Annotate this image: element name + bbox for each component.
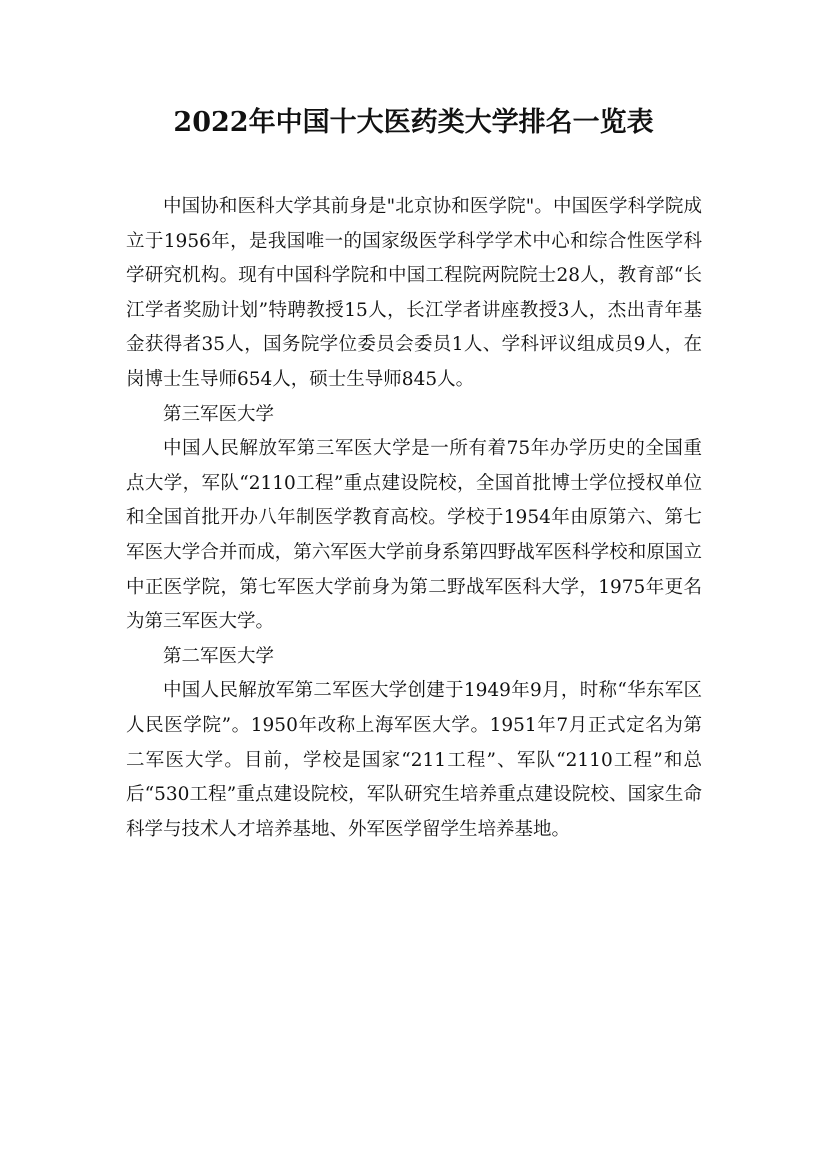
paragraph-peking-union: 中国协和医科大学其前身是"北京协和医学院"。中国医学科学院成立于1956年，是我国唯一的国家级医学科学学术中心和综合性医学科学研究机构。现有中国科学院和中国工程院两院院士28人，教育部“长江学者奖励计划”特聘教授15人，长江学者讲座教授3人，杰出青年基金获得者35人，国务院学位委员会委员1人、学科评议组成员9人，在岗博士生导师654人，硕士生导师845人。 <box>126 196 702 390</box>
paragraph-third-military: 中国人民解放军第三军医大学是一所有着75年办学历史的全国重点大学，军队“2110工程”重点建设院校，全国首批博士学位授权单位和全国首批开办八年制医学教育高校。学校于1954年由原第六、第七军医大学合并而成，第六军医大学前身系第四野战军医科学校和原国立中正医学院，第七军医大学前身为第二野战军医科大学，1975年更名为第三军医大学。 <box>126 438 702 633</box>
paragraph-second-military: 中国人民解放军第二军医大学创建于1949年9月，时称“华东军区人民医学院”。1950年改称上海军医大学。1951年7月正式定名为第二军医大学。目前，学校是国家“211工程”、军队“2110工程”和总后“530工程”重点建设院校，军队研究生培养重点建设院校、国家生命科学与技术人才培养基地、外军医学留学生培养基地。 <box>126 680 702 840</box>
document-body <box>126 190 702 847</box>
section-heading-second-military: 第二军医大学 <box>163 645 275 667</box>
document-title: 2022年中国十大医药类大学排名一览表 <box>173 107 654 138</box>
section-heading-third-military: 第三军医大学 <box>163 403 275 425</box>
